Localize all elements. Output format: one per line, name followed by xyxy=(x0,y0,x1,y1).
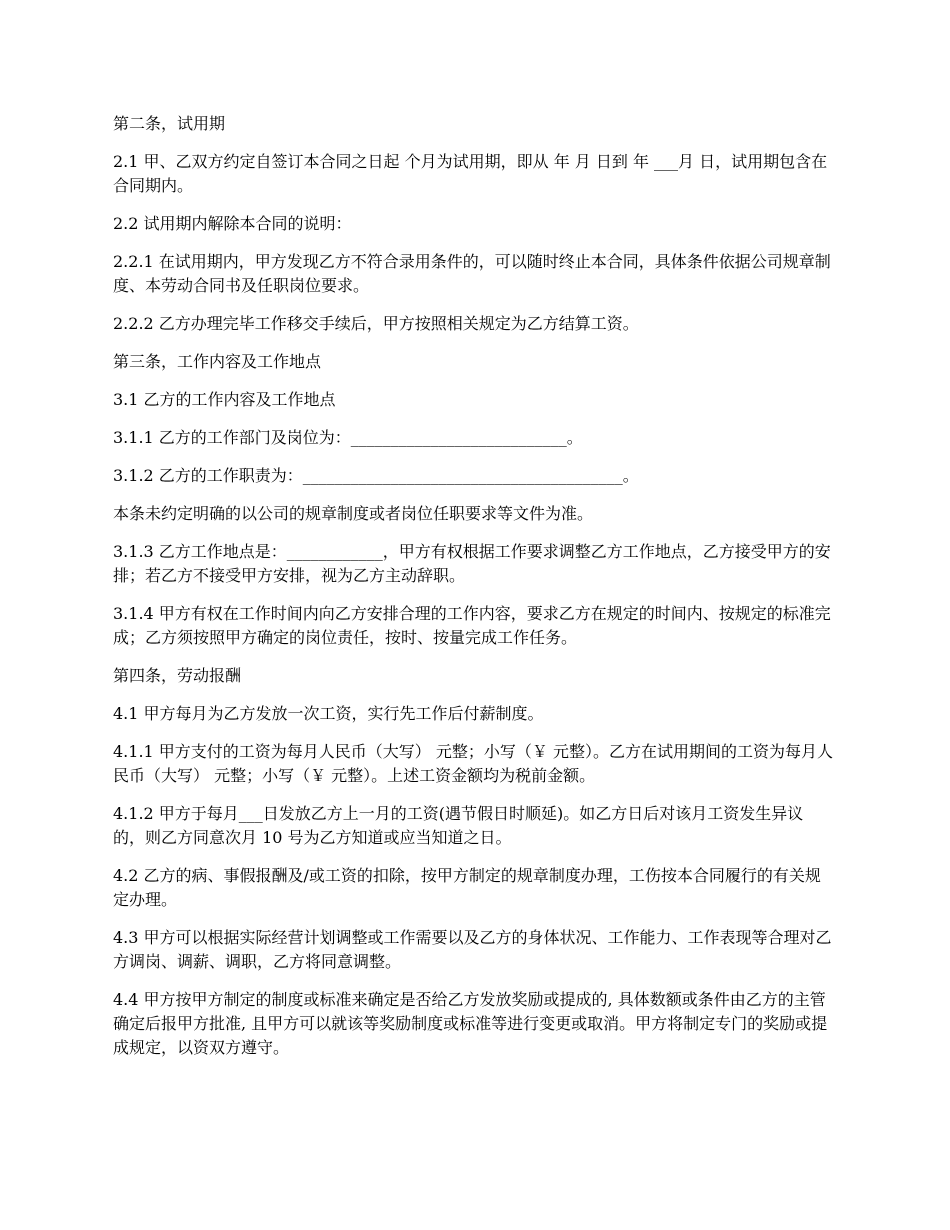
clause-4-1-1: 4.1.1 甲方支付的工资为每月人民币（大写） 元整；小写（￥ 元整）。乙方在试用期间的工资为每月人民币（大写） 元整；小写（￥ 元整）。上述工资金额均为税前金额。 xyxy=(113,742,833,785)
clause-2-1: 2.1 甲、乙双方约定自签订本合同之日起 个月为试用期，即从 年 月 日到 年 ___月 日，试用期包含在合同期内。 xyxy=(113,152,828,195)
clause-4-3: 4.3 甲方可以根据实际经营计划调整或工作需要以及乙方的身体状况、工作能力、工作表现等合理对乙方调岗、调薪、调职，乙方将同意调整。 xyxy=(113,928,832,971)
clause-2-2: 2.2 试用期内解除本合同的说明： xyxy=(113,214,352,233)
clause-4-1: 4.1 甲方每月为乙方发放一次工资，实行先工作后付薪制度。 xyxy=(113,704,544,723)
section-heading-article-4: 第四条，劳动报酬 xyxy=(113,666,242,685)
clause-3-1-3: 3.1.3 乙方工作地点是：____________，甲方有权根据工作要求调整乙方工作地点，乙方接受甲方的安排；若乙方不接受甲方安排，视为乙方主动辞职。 xyxy=(113,542,831,585)
clause-3-1-4: 3.1.4 甲方有权在工作时间内向乙方安排合理的工作内容，要求乙方在规定的时间内、按规定的标准完成；乙方须按照甲方确定的岗位责任，按时、按量完成工作任务。 xyxy=(113,604,831,647)
section-heading-article-3: 第三条，工作内容及工作地点 xyxy=(113,352,322,371)
section-heading-article-2: 第二条，试用期 xyxy=(113,114,226,133)
clause-4-2: 4.2 乙方的病、事假报酬及/或工资的扣除，按甲方制定的规章制度办理，工伤按本合同履行的有关规定办理。 xyxy=(113,866,821,909)
clause-2-2-1: 2.2.1 在试用期内，甲方发现乙方不符合录用条件的，可以随时终止本合同，具体条件依据公司规章制度、本劳动合同书及任职岗位要求。 xyxy=(113,252,831,295)
clause-3-1-2: 3.1.2 乙方的工作职责为：________________________________________。 xyxy=(113,466,639,485)
clause-3-1-1: 3.1.1 乙方的工作部门及岗位为：___________________________。 xyxy=(113,428,583,447)
clause-3-note: 本条未约定明确的以公司的规章制度或者岗位任职要求等文件为准。 xyxy=(113,504,594,523)
document-body xyxy=(113,112,835,1074)
clause-2-2-2: 2.2.2 乙方办理完毕工作移交手续后，甲方按照相关规定为乙方结算工资。 xyxy=(113,314,639,333)
clause-4-4: 4.4 甲方按甲方制定的制度或标准来确定是否给乙方发放奖励或提成的, 具体数额或条件由乙方的主管确定后报甲方批准, 且甲方可以就该等奖励制度或标准等进行变更或取消。甲方将制定专门的奖励或提成规定，以资双方遵守。 xyxy=(113,990,828,1057)
clause-4-1-2: 4.1.2 甲方于每月___日发放乙方上一月的工资(遇节假日时顺延)。如乙方日后对该月工资发生异议的，则乙方同意次月 10 号为乙方知道或应当知道之日。 xyxy=(113,804,804,847)
clause-3-1: 3.1 乙方的工作内容及工作地点 xyxy=(113,390,336,409)
